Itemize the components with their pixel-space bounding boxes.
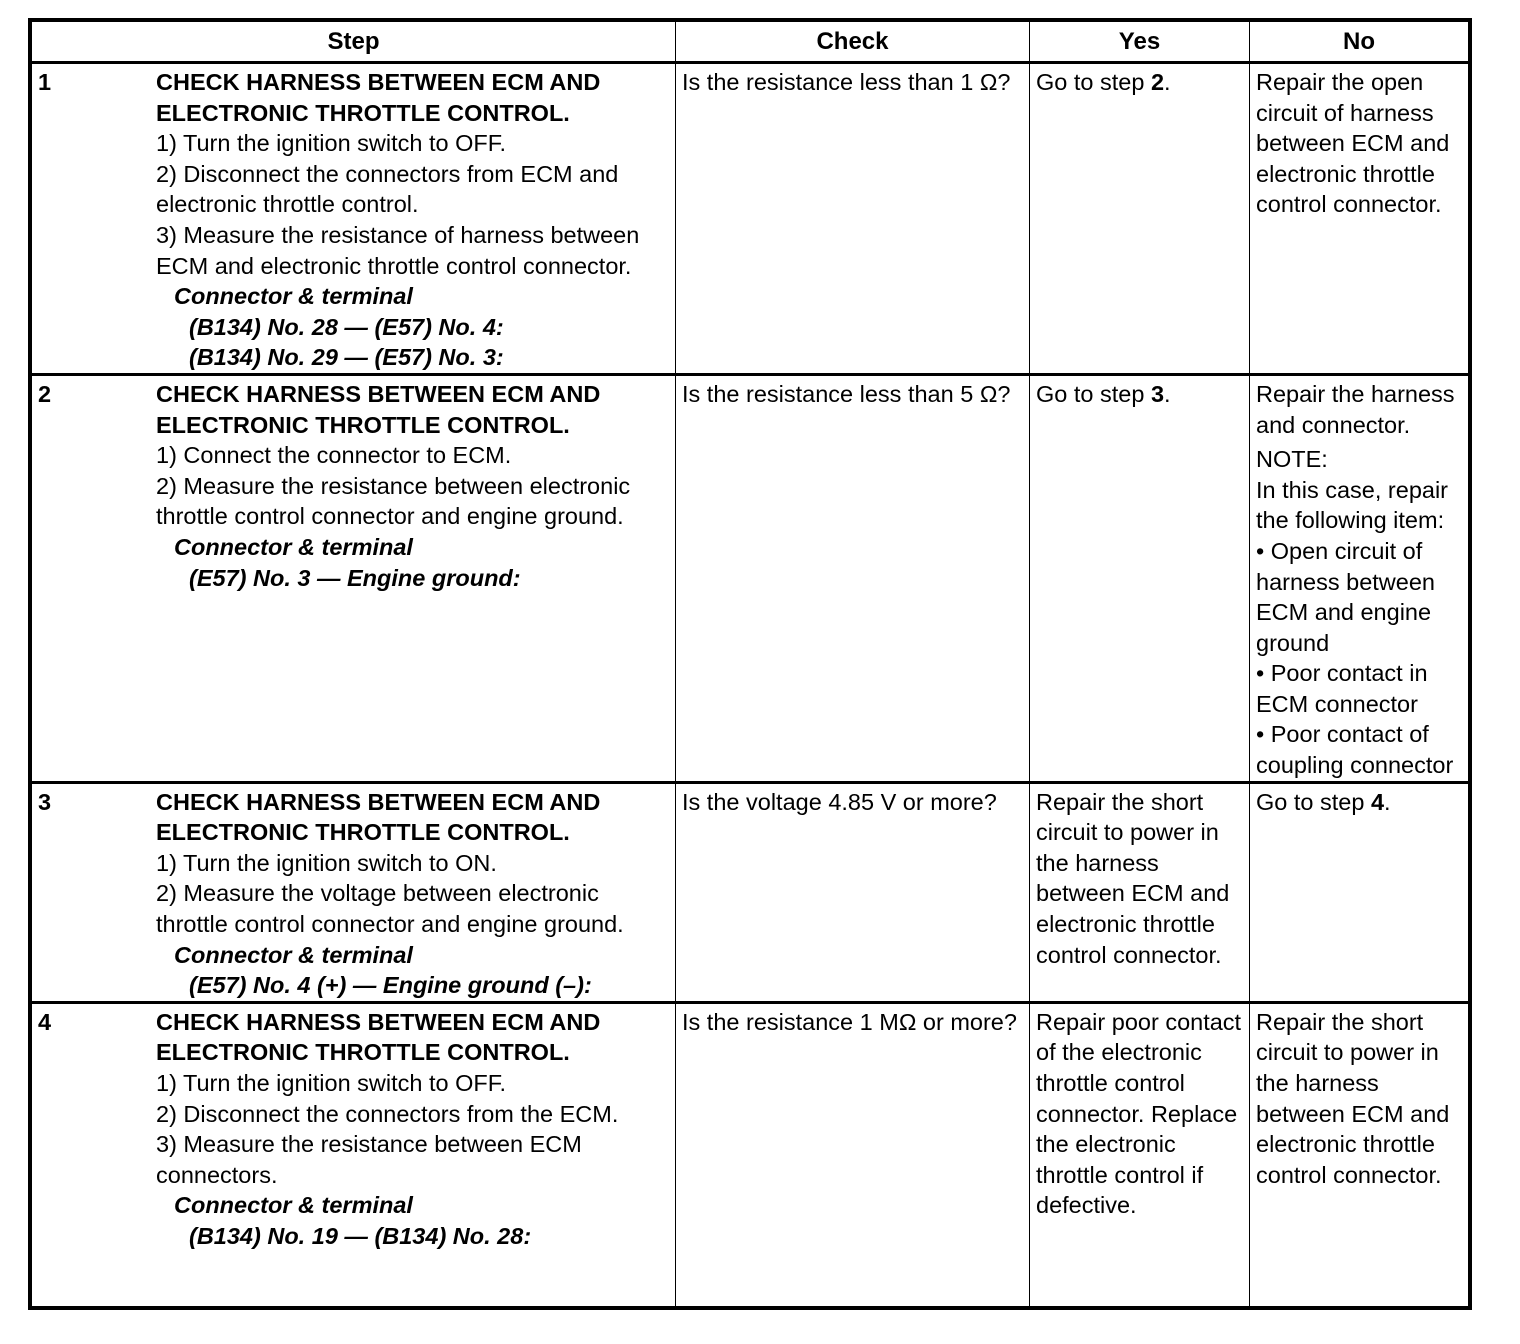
step-title: CHECK HARNESS BETWEEN ECM AND ELECTRONIC THROTTLE CONTROL. bbox=[156, 788, 601, 846]
no-cell bbox=[1250, 63, 1469, 375]
check-text: Is the resistance 1 MΩ or more? bbox=[682, 1008, 1017, 1035]
yes-text: Repair the short circuit to power in the harness between ECM and electronic throttle control connector. bbox=[1036, 788, 1230, 968]
header-row bbox=[32, 22, 1469, 63]
substep: 3) Measure the resistance between ECM connectors. bbox=[156, 1131, 582, 1188]
check-text: Is the resistance less than 1 Ω? bbox=[682, 69, 1011, 95]
connector-item: (E57) No. 3 — Engine ground: bbox=[189, 564, 521, 591]
step-title: CHECK HARNESS BETWEEN ECM AND ELECTRONIC THROTTLE CONTROL. bbox=[156, 1008, 601, 1066]
substep: 1) Turn the ignition switch to OFF. bbox=[156, 130, 507, 157]
connector-label: Connector & terminal bbox=[174, 533, 413, 560]
yes-cell bbox=[1030, 63, 1250, 375]
step-number: 4 bbox=[38, 1008, 52, 1035]
yes-cell bbox=[1030, 374, 1250, 782]
check-text: Is the voltage 4.85 V or more? bbox=[682, 788, 997, 815]
check-cell bbox=[676, 63, 1030, 375]
step-number: 2 bbox=[38, 380, 52, 407]
no-text bbox=[1250, 784, 1468, 818]
header-check: Check bbox=[676, 22, 1030, 63]
check-cell bbox=[676, 1002, 1030, 1306]
no-text: Repair the short circuit to power in the harness between ECM and electronic throttle control connector. bbox=[1256, 1008, 1450, 1188]
yes-text bbox=[1030, 376, 1249, 410]
header-step: Step bbox=[32, 22, 676, 63]
substep: 1) Connect the connector to ECM. bbox=[156, 442, 512, 469]
step-title: CHECK HARNESS BETWEEN ECM AND ELECTRONIC THROTTLE CONTROL. bbox=[156, 380, 601, 438]
note-intro: In this case, repair the following item: bbox=[1256, 476, 1449, 534]
no-cell bbox=[1250, 374, 1469, 782]
substep: 2) Disconnect the connectors from ECM and electronic throttle control. bbox=[156, 160, 619, 218]
connector-label: Connector & terminal bbox=[174, 941, 413, 968]
diagnostic-table-grid bbox=[31, 21, 1469, 1307]
step-cell bbox=[32, 782, 676, 1002]
connector-item: (E57) No. 4 (+) — Engine ground (–): bbox=[189, 972, 592, 999]
table-row bbox=[32, 782, 1469, 1002]
no-cell bbox=[1250, 1002, 1469, 1306]
connector-label: Connector & terminal bbox=[174, 283, 413, 310]
substep: 1) Turn the ignition switch to ON. bbox=[156, 849, 497, 876]
no-suffix: . bbox=[1384, 788, 1391, 815]
substep: 2) Disconnect the connectors from the ECM. bbox=[156, 1100, 619, 1127]
yes-step-ref: 3 bbox=[1150, 380, 1165, 407]
step-number: 3 bbox=[38, 788, 52, 815]
connector-item: (B134) No. 29 — (E57) No. 3: bbox=[189, 344, 504, 371]
no-text: Repair the open circuit of harness between ECM and electronic throttle control connector. bbox=[1256, 69, 1450, 218]
check-cell bbox=[676, 782, 1030, 1002]
yes-text bbox=[1030, 64, 1249, 98]
diagnostic-table bbox=[28, 18, 1472, 1310]
no-cell bbox=[1250, 782, 1469, 1002]
table-row bbox=[32, 63, 1469, 375]
yes-text: Repair poor contact of the electronic throttle control connector. Replace the electronic throttle control if defective. bbox=[1036, 1008, 1242, 1219]
yes-cell bbox=[1030, 782, 1250, 1002]
yes-suffix: . bbox=[1164, 69, 1171, 95]
yes-suffix: . bbox=[1164, 380, 1171, 407]
substep: 2) Measure the resistance between electronic throttle control connector and engine ground. bbox=[156, 472, 631, 530]
table-row bbox=[32, 374, 1469, 782]
step-number: 1 bbox=[38, 69, 52, 95]
substep: 3) Measure the resistance of harness between ECM and electronic throttle control connector. bbox=[156, 221, 640, 279]
note-label: NOTE: bbox=[1256, 446, 1328, 473]
connector-label: Connector & terminal bbox=[174, 1192, 413, 1219]
header-yes: Yes bbox=[1030, 22, 1250, 63]
connector-item: (B134) No. 19 — (B134) No. 28: bbox=[189, 1222, 532, 1249]
step-title: CHECK HARNESS BETWEEN ECM AND ELECTRONIC THROTTLE CONTROL. bbox=[156, 69, 601, 126]
no-prefix: Go to step bbox=[1256, 788, 1371, 815]
yes-prefix: Go to step bbox=[1036, 69, 1151, 95]
step-cell bbox=[32, 1002, 676, 1306]
connector-item: (B134) No. 28 — (E57) No. 4: bbox=[189, 313, 504, 340]
header-no: No bbox=[1250, 22, 1469, 63]
substep: 2) Measure the voltage between electronic throttle control connector and engine ground. bbox=[156, 880, 624, 938]
table-row bbox=[32, 1002, 1469, 1306]
yes-prefix: Go to step bbox=[1036, 380, 1151, 407]
note-item: • Poor contact in ECM connector bbox=[1256, 660, 1428, 717]
step-cell bbox=[32, 63, 676, 375]
no-step-ref: 4 bbox=[1370, 788, 1385, 815]
check-text: Is the resistance less than 5 Ω? bbox=[682, 380, 1011, 407]
yes-step-ref: 2 bbox=[1150, 69, 1165, 95]
note-item: • Poor contact of coupling connector bbox=[1256, 721, 1454, 779]
yes-cell bbox=[1030, 1002, 1250, 1306]
no-text: Repair the harness and connector. bbox=[1256, 380, 1455, 438]
step-cell bbox=[32, 374, 676, 782]
note-item: • Open circuit of harness between ECM and engine ground bbox=[1256, 537, 1435, 656]
substep: 1) Turn the ignition switch to OFF. bbox=[156, 1070, 507, 1096]
check-cell bbox=[676, 374, 1030, 782]
